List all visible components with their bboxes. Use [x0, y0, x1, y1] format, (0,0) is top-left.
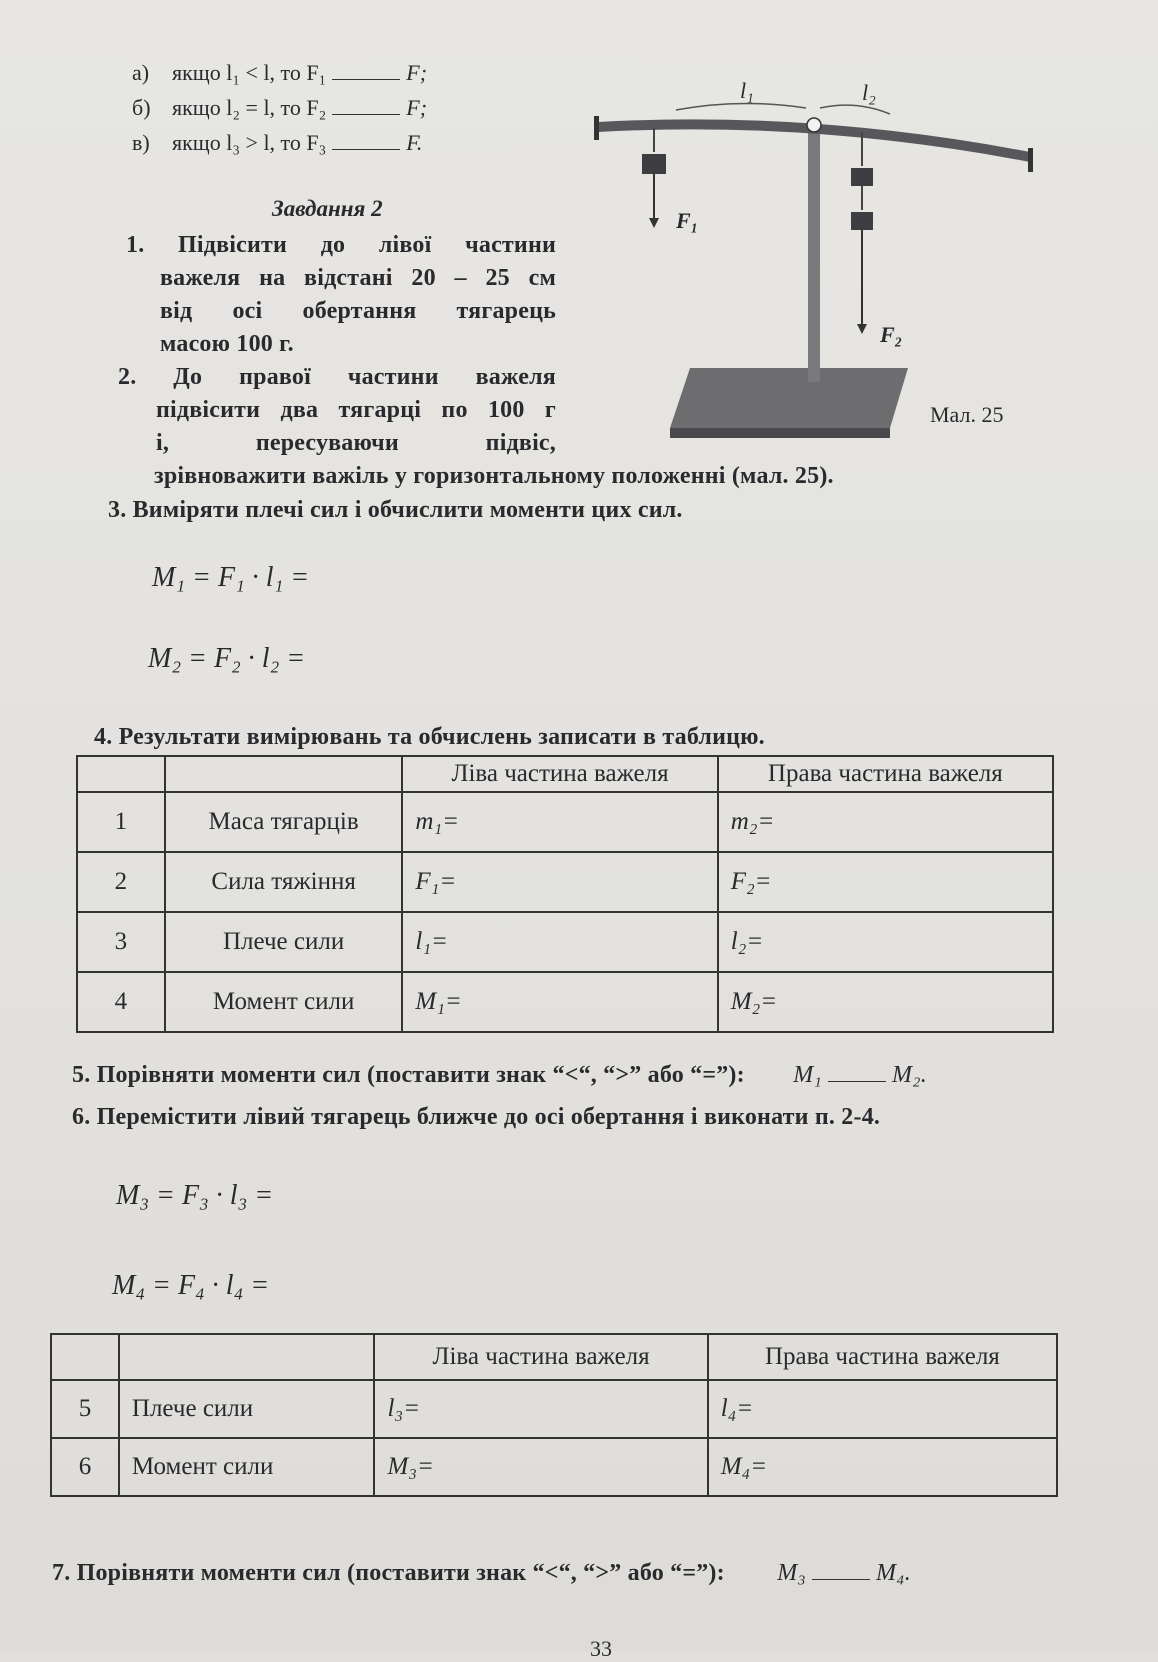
condition-end: F;	[406, 95, 428, 120]
right-value-cell[interactable]	[718, 912, 1053, 972]
step-3: 3. Виміряти плечі сил і обчислити моменти цих сил.	[108, 497, 683, 523]
header-cell	[77, 756, 165, 792]
cell-label: l₃=	[387, 1395, 420, 1422]
header-cell	[165, 756, 403, 792]
label-l2: l₂	[862, 80, 876, 105]
table-row	[77, 792, 1053, 852]
table-row	[51, 1438, 1057, 1496]
table-row	[51, 1380, 1057, 1438]
row-name: Момент сили	[119, 1438, 375, 1496]
compare-right: M₄.	[875, 1560, 911, 1586]
compare-right: M₂.	[891, 1062, 927, 1088]
cell-label: l₄=	[720, 1395, 754, 1422]
step-2-line-3: і, пересуваючи підвіс,	[156, 430, 556, 456]
cell-label: l₁=	[415, 928, 448, 955]
results-table-2	[50, 1333, 1058, 1497]
right-value-cell[interactable]	[718, 792, 1053, 852]
formula-m2: M₂ = F₂ · l₂ =	[148, 643, 306, 674]
cell-label: m₁=	[415, 808, 460, 835]
condition-text: якщо l₂ = l, то F₂	[172, 95, 327, 120]
stand-rod	[808, 120, 820, 382]
answer-blank[interactable]	[332, 79, 400, 80]
step-7-text: 7. Порівняти моменти сил (поставити знак “<“, “>” або “=”):	[52, 1560, 725, 1586]
step-6: 6. Перемістити лівий тягарець ближче до осі обертання і виконати п. 2-4.	[72, 1104, 881, 1130]
left-value-cell[interactable]	[402, 852, 717, 912]
step-1-line-4: масою 100 г.	[160, 331, 294, 357]
left-value-cell[interactable]	[402, 972, 717, 1032]
header-right: Права частина важеля	[718, 756, 1053, 792]
stand-base-edge	[670, 428, 890, 438]
row-name: Маса тягарців	[165, 792, 403, 852]
step-1-line-3: від осі обертання тягарець	[160, 298, 556, 324]
f2-arrowhead	[857, 324, 867, 334]
cell-label: F₂=	[730, 868, 772, 895]
condition-label: в)	[132, 130, 150, 155]
lever-diagram	[580, 70, 1040, 450]
left-value-cell[interactable]	[374, 1438, 707, 1496]
lever-left-stop	[594, 116, 599, 140]
row-number: 3	[77, 912, 165, 972]
compare-blank[interactable]	[828, 1081, 886, 1082]
right-value-cell[interactable]	[708, 1380, 1057, 1438]
right-weight-2	[851, 212, 873, 230]
row-number: 4	[77, 972, 165, 1032]
condition-text: якщо l₁ < l, то F₁	[172, 60, 327, 85]
label-f1: F₁	[676, 208, 699, 233]
cell-label: F₁=	[415, 868, 457, 895]
right-value-cell[interactable]	[708, 1438, 1057, 1496]
row-name: Момент сили	[165, 972, 403, 1032]
formula-m1: M₁ = F₁ · l₁ =	[152, 562, 310, 593]
compare-left: M₁	[793, 1062, 822, 1088]
row-number: 6	[51, 1438, 119, 1496]
cell-label: m₂=	[730, 808, 775, 835]
condition-label: а)	[132, 60, 150, 85]
results-table-1	[76, 755, 1054, 1033]
answer-blank[interactable]	[332, 149, 400, 150]
left-value-cell[interactable]	[402, 912, 717, 972]
page-number: 33	[590, 1636, 612, 1661]
l1-brace	[676, 103, 806, 110]
condition-b	[132, 93, 427, 123]
row-number: 2	[77, 852, 165, 912]
header-left: Ліва частина важеля	[402, 756, 717, 792]
step-2-line-4: зрівноважити важіль у горизонтальному положенні (мал. 25).	[154, 463, 834, 489]
label-l1: l₁	[740, 78, 754, 103]
table-header-row	[77, 756, 1053, 792]
cell-label: M₂=	[730, 988, 778, 1015]
left-value-cell[interactable]	[374, 1380, 707, 1438]
cell-label: M₃=	[387, 1453, 434, 1480]
stand-base	[670, 368, 908, 428]
formula-m3: M₃ = F₃ · l₃ =	[116, 1180, 274, 1211]
condition-label: б)	[132, 95, 151, 120]
left-weight	[642, 154, 666, 174]
row-number: 5	[51, 1380, 119, 1438]
lever-figure	[580, 70, 1040, 450]
step-5-text: 5. Порівняти моменти сил (поставити знак “<“, “>” або “=”):	[72, 1062, 745, 1088]
pivot-icon	[807, 118, 821, 132]
step-2-line-1: 2. До правої частини важеля	[118, 364, 556, 390]
row-name: Плече сили	[119, 1380, 375, 1438]
step-1-line-1: 1. Підвісити до лівої частини	[126, 232, 556, 258]
condition-a	[132, 58, 427, 88]
step-1-line-2: важеля на відстані 20 – 25 см	[160, 265, 556, 291]
right-value-cell[interactable]	[718, 972, 1053, 1032]
f1-arrowhead	[649, 218, 659, 228]
cell-label: M₄=	[720, 1453, 768, 1480]
row-name: Сила тяжіння	[165, 852, 403, 912]
table-row	[77, 972, 1053, 1032]
header-right: Права частина важеля	[708, 1334, 1057, 1380]
task-title: Завдання 2	[272, 196, 383, 221]
step-7	[52, 1556, 911, 1590]
step-4: 4. Результати вимірювань та обчислень записати в таблицю.	[94, 724, 765, 750]
row-name: Плече сили	[165, 912, 403, 972]
formula-m4: M₄ = F₄ · l₄ =	[112, 1270, 270, 1301]
cell-label: M₁=	[415, 988, 462, 1015]
row-number: 1	[77, 792, 165, 852]
lever-right-stop	[1028, 148, 1033, 172]
figure-caption: Мал. 25	[930, 402, 1004, 427]
l2-brace	[820, 105, 890, 114]
table-row	[77, 912, 1053, 972]
right-weight-1	[851, 168, 873, 186]
header-cell	[51, 1334, 119, 1380]
label-f2: F₂	[880, 322, 903, 347]
step-5	[72, 1058, 927, 1092]
table-row	[77, 852, 1053, 912]
condition-c	[132, 128, 422, 158]
table-header-row	[51, 1334, 1057, 1380]
condition-text: якщо l₃ > l, то F₃	[172, 130, 327, 155]
right-value-cell[interactable]	[718, 852, 1053, 912]
condition-end: F.	[406, 130, 423, 155]
condition-end: F;	[406, 60, 428, 85]
header-left: Ліва частина важеля	[374, 1334, 707, 1380]
step-2-line-2: підвісити два тягарці по 100 г	[156, 397, 556, 423]
answer-blank[interactable]	[332, 114, 400, 115]
left-value-cell[interactable]	[402, 792, 717, 852]
cell-label: l₂=	[730, 928, 764, 955]
compare-left: M₃	[777, 1560, 806, 1586]
header-cell	[119, 1334, 375, 1380]
compare-blank[interactable]	[812, 1579, 870, 1580]
